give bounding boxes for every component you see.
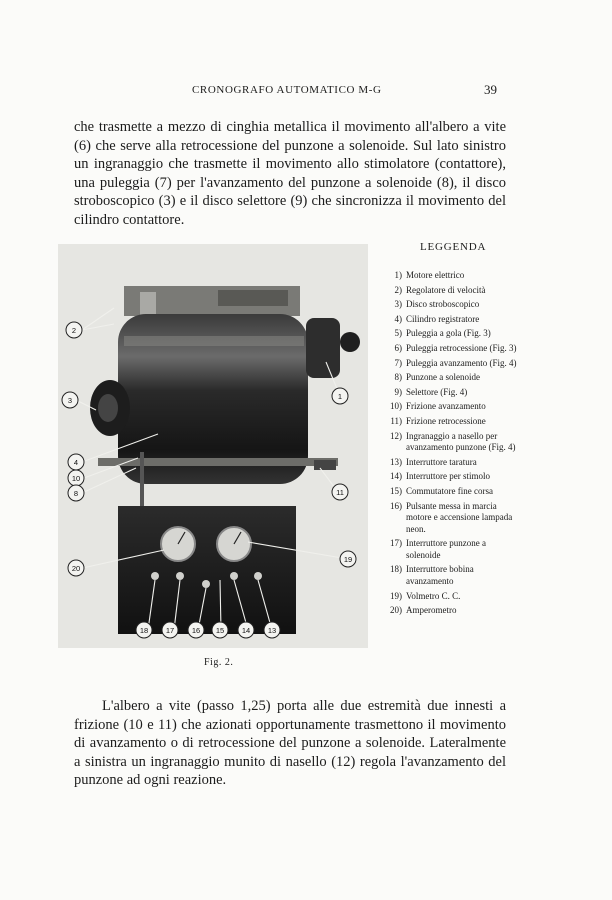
legend-item bbox=[380, 486, 520, 498]
legend-item-number: 18) bbox=[390, 564, 402, 575]
legend-item bbox=[380, 501, 520, 536]
legend-item-number: 14) bbox=[390, 471, 402, 482]
legend-item-text: Puleggia retrocessione (Fig. 3) bbox=[406, 342, 517, 353]
legend-title: LEGGENDA bbox=[420, 241, 487, 253]
legend-item-text: Selettore (Fig. 4) bbox=[406, 386, 468, 397]
legend-item-text: Interruttore taratura bbox=[406, 456, 477, 467]
callout-15: 15 bbox=[215, 626, 225, 635]
legend-item-number: 17) bbox=[390, 538, 402, 549]
legend-item bbox=[380, 471, 520, 483]
legend-item bbox=[380, 538, 520, 561]
legend-item-text: Ingranaggio a nasello per avanzamento punzone (Fig. 4) bbox=[406, 430, 516, 453]
legend-item bbox=[380, 564, 520, 587]
legend-item-text: Disco stroboscopico bbox=[406, 299, 480, 310]
legend-item-text: Commutatore fine corsa bbox=[406, 485, 493, 496]
paragraph-1: che trasmette a mezzo di cinghia metallica il movimento all'albero a vite (6) che serve alla retrocessione del punzone a solenoide. Sul lato sinistro un ingranaggio che trasmette il movimento allo stimolatore (contattore), una puleggia (7) per l'avanzamento del punzone a solenoide (8), il disco stroboscopico (3) e il disco selettore (9) che sincronizza il movimento del cilindro contattore. bbox=[74, 119, 506, 228]
switch-17 bbox=[176, 572, 184, 580]
legend-item-number: 9) bbox=[394, 386, 402, 397]
legend-item bbox=[380, 299, 520, 311]
legend-item-number: 19) bbox=[390, 590, 402, 601]
legend-item-text: Interruttore per stimolo bbox=[406, 471, 490, 482]
legend-item bbox=[380, 358, 520, 370]
callout-13: 13 bbox=[267, 626, 277, 635]
paragraph-2: L'albero a vite (passo 1,25) porta alle due estremità due innesti a frizione (10 e 11) che azionati opportunamente trasmettono il movimento di avanzamento o di retrocessione del punzone a solenoide. Lateralmente a sinistra un ingranaggio munito di nasello (12) regola l'avanzamento del punzone ad ogni reazione. bbox=[74, 698, 506, 789]
legend-item-text: Frizione avanzamento bbox=[406, 401, 486, 412]
legend-item-number: 12) bbox=[390, 430, 402, 441]
legend-item bbox=[380, 605, 520, 617]
switch-18 bbox=[151, 572, 159, 580]
legend-item-text: Frizione retrocessione bbox=[406, 415, 486, 426]
legend-item-text: Regolatore di velocità bbox=[406, 284, 486, 295]
legend-item-number: 20) bbox=[390, 605, 402, 616]
electric-motor bbox=[306, 318, 340, 378]
legend-item-number: 6) bbox=[394, 342, 402, 353]
legend-item-number: 2) bbox=[394, 284, 402, 295]
callout-14: 14 bbox=[241, 626, 251, 635]
figure-caption: Fig. 2. bbox=[204, 657, 234, 668]
callout-19: 19 bbox=[343, 555, 353, 564]
legend-item-number: 5) bbox=[394, 328, 402, 339]
legend-item-number: 8) bbox=[394, 372, 402, 383]
legend-item-text: Puleggia a gola (Fig. 3) bbox=[406, 328, 491, 339]
switch-16 bbox=[202, 580, 210, 588]
callout-3: 3 bbox=[67, 396, 73, 405]
callout-10: 10 bbox=[71, 474, 81, 483]
legend-item-number: 11) bbox=[390, 415, 402, 426]
legend-item bbox=[380, 401, 520, 413]
callout-20: 20 bbox=[71, 564, 81, 573]
legend-item bbox=[380, 591, 520, 603]
running-title: CRONOGRAFO AUTOMATICO M-G bbox=[192, 84, 382, 96]
switch-13 bbox=[254, 572, 262, 580]
callout-16: 16 bbox=[191, 626, 201, 635]
legend-item bbox=[380, 328, 520, 340]
legend-item bbox=[380, 270, 520, 282]
legend-item bbox=[380, 285, 520, 297]
legend-item bbox=[380, 314, 520, 326]
legend-item-number: 15) bbox=[390, 485, 402, 496]
legend-item bbox=[380, 387, 520, 399]
legend-item-text: Pulsante messa in marcia motore e accensione lampada neon. bbox=[406, 500, 513, 534]
legend-item-number: 16) bbox=[390, 500, 402, 511]
switch-14 bbox=[230, 572, 238, 580]
legend-item bbox=[380, 372, 520, 384]
callout-4: 4 bbox=[73, 458, 79, 467]
chronograph-machine-illustration bbox=[58, 244, 368, 648]
page-number: 39 bbox=[484, 82, 497, 97]
callout-11: 11 bbox=[336, 488, 344, 497]
legend-item bbox=[380, 431, 520, 454]
callout-2: 2 bbox=[71, 326, 77, 335]
callout-8: 8 bbox=[73, 489, 79, 498]
legend-item-number: 3) bbox=[394, 299, 402, 310]
control-panel bbox=[118, 506, 296, 634]
legend-item-number: 4) bbox=[394, 313, 402, 324]
legend-item-text: Cilindro registratore bbox=[406, 313, 480, 324]
callout-1: 1 bbox=[337, 392, 343, 401]
legend-item-number: 1) bbox=[394, 270, 402, 280]
legend-item-text: Punzone a solenoide bbox=[406, 372, 480, 383]
legend-item-text: Amperometro bbox=[406, 605, 457, 616]
legend-item bbox=[380, 457, 520, 469]
legend-item bbox=[380, 343, 520, 355]
legend-item bbox=[380, 416, 520, 428]
callout-18: 18 bbox=[139, 626, 149, 635]
legend-item-number: 7) bbox=[394, 357, 402, 368]
legend-item-text: Motore elettrico bbox=[406, 270, 465, 280]
figure-photo bbox=[58, 244, 368, 648]
legend-item-text: Volmetro C. C. bbox=[406, 590, 461, 601]
callout-17: 17 bbox=[165, 626, 175, 635]
legend-item-text: Interruttore punzone a solenoide bbox=[406, 538, 486, 560]
legend-item-number: 13) bbox=[390, 456, 402, 467]
legend-list bbox=[380, 270, 520, 620]
legend-item-text: Puleggia avanzamento (Fig. 4) bbox=[406, 357, 517, 368]
legend-item-number: 10) bbox=[390, 401, 402, 412]
legend-item-text: Interruttore bobina avanzamento bbox=[406, 564, 474, 587]
